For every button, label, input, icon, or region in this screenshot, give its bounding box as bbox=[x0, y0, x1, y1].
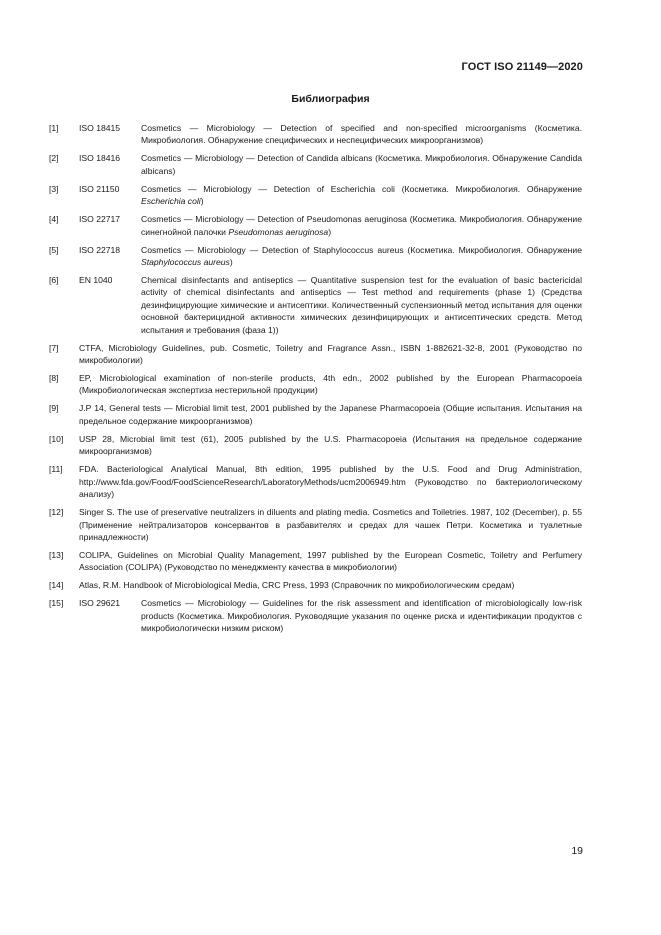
bibliography-entry bbox=[49, 213, 582, 238]
entry-description: Atlas, R.M. Handbook of Microbiological Media, CRC Press, 1993 (Справочник по микробиологическим средам) bbox=[79, 580, 515, 591]
entry-standard: ISO 18415 bbox=[79, 123, 121, 133]
bibliography-entry bbox=[49, 579, 582, 591]
entry-number: [10] bbox=[49, 433, 64, 444]
entry-number: [13] bbox=[49, 549, 64, 560]
bibliography-entry bbox=[49, 597, 582, 634]
bibliography-entry bbox=[49, 433, 582, 458]
entry-number: [7] bbox=[49, 342, 59, 353]
entry-description: Cosmetics — Microbiology — Detection of Staphylococcus aureus (Косметика. Микробиология. Обнаружение Staphylococcus aureus) bbox=[141, 244, 582, 268]
bibliography-entry bbox=[49, 244, 582, 269]
bibliography-entry bbox=[49, 372, 582, 397]
entry-number: [11] bbox=[49, 464, 63, 475]
entry-description: Cosmetics — Microbiology — Guidelines for the risk assessment and identification of microbiologically low-risk products (Косметика. Микробиология. Руководящие указания по оценке риска и идентификации продуктов с микробиологически низким риском) bbox=[141, 598, 582, 634]
bibliography-entry bbox=[49, 342, 582, 367]
entry-standard: ISO 22718 bbox=[79, 244, 121, 255]
entry-standard: EN 1040 bbox=[79, 275, 113, 286]
entry-number: [5] bbox=[49, 244, 59, 255]
entry-standard: ISO 29621 bbox=[79, 598, 121, 609]
entry-description: FDA. Bacteriological Analytical Manual, 8th edition, 1995 published by the U.S. Food and Drug Administration, http://www.fda.gov/Food/FoodScienceResearch/LaboratoryMethods/ucm2006949.htm (Руководство по бактериологическому анализу) bbox=[79, 464, 582, 500]
bibliography-list bbox=[49, 122, 582, 640]
entry-standard: ISO 22717 bbox=[79, 214, 121, 225]
entry-standard: ISO 21150 bbox=[79, 183, 120, 194]
bibliography-entry bbox=[49, 274, 582, 336]
entry-number: [12] bbox=[49, 507, 64, 518]
entry-standard: ISO 18416 bbox=[79, 153, 121, 164]
bibliography-entry bbox=[49, 122, 582, 147]
entry-description: USP 28, Microbial limit test (61), 2005 published by the U.S. Pharmacopoeia (Испытания на предельное содержание микроорганизмов) bbox=[79, 433, 582, 457]
entry-description: CTFA, Microbiology Guidelines, pub. Cosmetic, Toiletry and Fragrance Assn., ISBN 1-882621-32-8, 2001 (Руководство по микробиологии) bbox=[79, 342, 582, 366]
entry-number: [4] bbox=[49, 214, 59, 225]
entry-number: [14] bbox=[49, 580, 64, 591]
entry-description: Cosmetics — Microbiology — Detection of Pseudomonas aeruginosa (Косметика. Микробиология. Обнаружение синегнойной палочки Pseudomonas aeruginosa) bbox=[141, 214, 582, 237]
entry-description: Singer S. The use of preservative neutralizers in diluents and plating media. Cosmetics and Toiletries. 1987, 102 (December), p. 55 (Применение нейтрализаторов консервантов в разбавителях и средах для чашек Петри. Косметика и туалетные принадлежности) bbox=[79, 507, 582, 542]
entry-number: [15] bbox=[49, 598, 64, 609]
bibliography-entry bbox=[49, 183, 582, 208]
entry-description: J.P 14, General tests — Microbial limit test, 2001 published by the Japanese Pharmacopoeia (Общие испытания. Испытания на предельное содержание микроорганизмов) bbox=[79, 403, 582, 426]
bibliography-entry bbox=[49, 152, 582, 177]
entry-number: [2] bbox=[49, 153, 59, 164]
entry-number: [1] bbox=[49, 123, 59, 133]
bibliography-entry bbox=[49, 549, 582, 574]
page-number: 19 bbox=[571, 845, 583, 857]
entry-description: COLIPA, Guidelines on Microbial Quality Management, 1997 published by the European Cosmetic, Toiletry and Perfumery Association (COLIPA) (Руководство по менеджменту качества в микробиологии) bbox=[79, 549, 582, 573]
entry-number: [8] bbox=[49, 373, 59, 384]
entry-description: Cosmetics — Microbiology — Detection of Candida albicans (Косметика. Микробиология. Обнаружение Candida albicans) bbox=[141, 153, 582, 176]
bibliography-entry bbox=[49, 402, 582, 427]
entry-number: [3] bbox=[49, 183, 59, 194]
page-title: Библиография bbox=[291, 93, 370, 105]
entry-description: EP, Microbiological examination of non-sterile products, 4th edn., 2002 published by the European Pharmacopoeia (Микробиологическая экспертиза нестерильной продукции) bbox=[79, 373, 582, 396]
entry-number: [6] bbox=[49, 275, 59, 286]
bibliography-entry bbox=[49, 506, 582, 543]
entry-description: Cosmetics — Microbiology — Detection of specified and non-specified microorganisms (Косметика. Микробиология. Обнаружение специфических и неспецифических микроорганизмов) bbox=[141, 123, 582, 146]
bibliography-entry bbox=[49, 463, 582, 500]
document-header: ГОСТ ISO 21149—2020 bbox=[461, 61, 583, 73]
entry-number: [9] bbox=[49, 403, 59, 414]
entry-description: Chemical disinfectants and antiseptics — Quantitative suspension test for the evaluation of basic bactericidal activity of chemical disinfectants and antiseptics — Test method and requirements (phase 1) (Средства дезинфицирующие химические и антисептики. Количественный суспензионный метод испытания для оценки основной бактерицидной активности химических дезинфицирующих и антисептических средств. Метод испытания и требования (фаза 1)) bbox=[141, 275, 582, 335]
entry-description: Cosmetics — Microbiology — Detection of Escherichia coli (Косметика. Микробиология. Обнаружение Escherichia coli) bbox=[141, 183, 582, 207]
